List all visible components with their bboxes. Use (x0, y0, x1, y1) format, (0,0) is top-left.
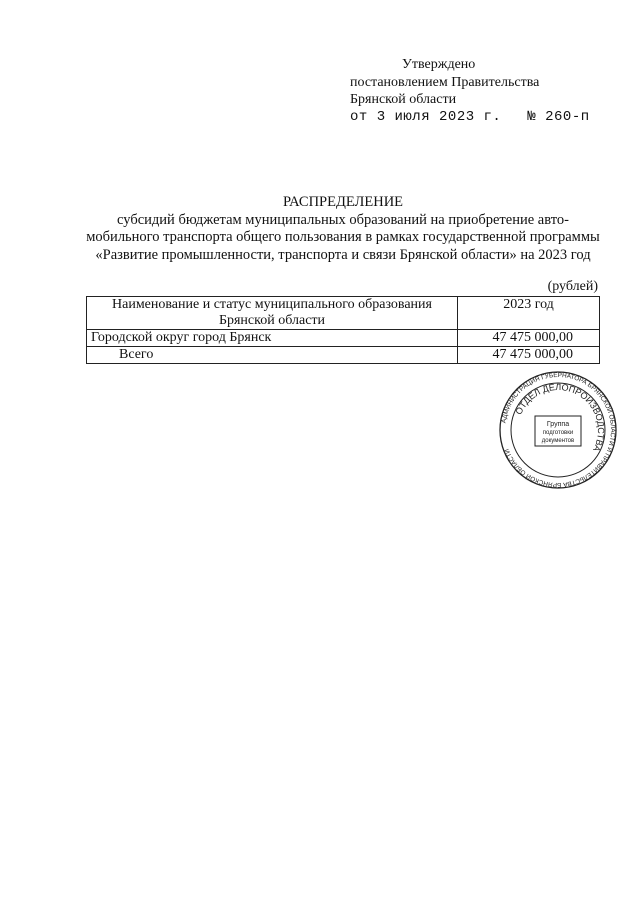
approval-date-line (350, 109, 590, 127)
document-subtitle: субсидий бюджетам муниципальных образований на приобретение авто-мобильного транспорта общего пользования в рамках государственной программы «Развитие промышленности, транспорта и связи Брянской области» на 2023 год (86, 211, 600, 263)
table-total-row (87, 347, 600, 364)
approval-date: от 3 июля 2023 г. (350, 108, 502, 125)
approval-region: Брянской области (350, 92, 457, 107)
stamp-center-line-1: Группа (546, 421, 570, 428)
approval-number: № 260-п (527, 108, 590, 125)
approval-resolution: постановлением Правительства (350, 74, 540, 90)
distribution-table (86, 296, 600, 364)
units-label: (рублей) (547, 279, 598, 294)
stamp-middle-text: ОТДЕЛ ДЕЛОПРОИЗВОДСТВА (513, 381, 607, 454)
column-header-year: 2023 год (458, 297, 600, 330)
column-header-name: Наименование и статус муниципального образования Брянской области (87, 297, 458, 330)
row-value: 47 475 000,00 (458, 330, 600, 347)
total-label: Всего (87, 347, 458, 364)
department-stamp (498, 370, 618, 490)
document-title: РАСПРЕДЕЛЕНИЕ (282, 194, 404, 210)
stamp-center-line-3: документов (541, 438, 575, 444)
approval-block (350, 56, 590, 126)
stamp-outer-text: АДМИНИСТРАЦИЯ ГУБЕРНАТОРА БРЯНСКОЙ ОБЛАСТИ И ПРАВИТЕЛЬСТВА БРЯНСКОЙ ОБЛАСТИ (500, 371, 617, 489)
document-heading (86, 194, 600, 264)
total-value: 47 475 000,00 (458, 347, 600, 364)
table-header-row (87, 297, 600, 330)
table-row (87, 330, 600, 347)
stamp-center-line-2: подготовки (542, 430, 574, 436)
row-name: Городской округ город Брянск (87, 330, 458, 347)
approval-title: Утверждено (402, 57, 476, 72)
